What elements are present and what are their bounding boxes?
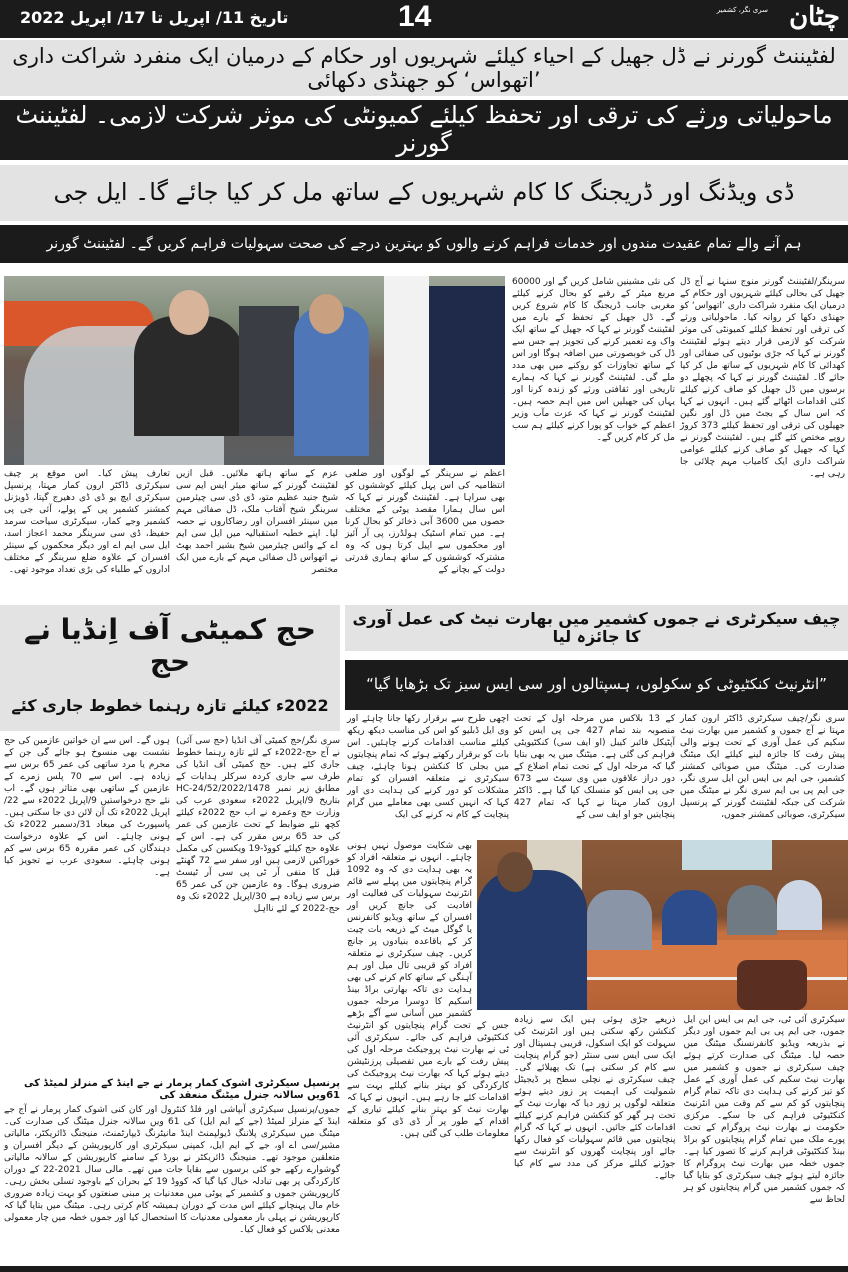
bharatnet-column-6: سیکرٹری آئی ٹی، جی ایم بی ایس این ایل جموں، جی ایم پی بی ایم جموں اور دیگر نے بذریعہ ویڈیو کانفرنسنگ میٹنگ میں حصہ لیا۔ میٹنگ کی صدارت کرتے ہوئے چیف سیکرٹری نے جموں و کشمیر میں بھارت نیٹ سکیم کی عمل آوری کے عمل کو تیز کرنے کی ہدایت دی تاکہ تمام گرام پنچایتوں کو کم سے کم وقت میں انٹرنیٹ کنکٹیوٹی فراہم کی جا سکے۔ مرکزی حکومت نے بھارت نیٹ پروگرام کے تحت پورے ملک میں تمام گرام پنچایتوں کو براڈ بینڈ کنکٹیوٹی فراہم کرنے کا تصور کیا ہے۔ جموں خطہ میں بھارت نیٹ پروگرام کا جائزہ لیتے ہوئے چیف سیکرٹری کو بتایا گیا کہ جموں کشمیر میں گرام پنچایتوں کو ہر لحاظ سے [683, 1015, 845, 1205]
photo-bharatnet-meeting [477, 840, 848, 1010]
newspaper-logo: چٹان [789, 2, 840, 32]
headline-3: ڈی ویڈنگ اور ڈریجنگ کا کام شہریوں کے ساتھ مل کر کیا جائے گا۔ ایل جی [0, 165, 848, 221]
top-story-column-1: سرینگر/لفٹیننٹ گورنر منوج سنہا نے آج ڈل جھیل کی بحالی کیلئے شہریوں اور حکام کے درمیان ایک منفرد شراکت داری ’اتھواس‘ کو جھنڈی دکھا کر روانہ کیا۔ ماحولیاتی ورثے کی ترقی اور تحفظ کیلئے کمیونٹی کی موثر شرکت کو لازمی قرار دیتے ہوئے لفٹیننٹ گورنر نے کہا کہ جڑی بوٹیوں کی صفائی اور کھدائی کا کام شہریوں کے ساتھ مل کر کیا جائے گا۔ لفٹیننٹ گورنر نے کہا کہ پچھلے دو برسوں میں ڈل جھیل کو صاف کرنے کیلئے کئی اقدامات اٹھائے گئے ہیں۔ انہوں نے کہا کہ اس سال کے بجٹ میں ڈل اور نگین جھیلوں کی ترقی اور تحفظ کیلئے 373 کروڑ روپے مختص کئے گئے ہیں۔ لفٹیننٹ گورنر نے کہا کہ جھیل کو صاف کرنے کیلئے عوامی شراکت داری ایک کامیاب مہم چلائی جا رہی ہے۔ [680, 277, 845, 479]
minerals-body: جموں/پرنسپل سیکرٹری آبپاشی اور فلڈ کنٹرول اور کان کنی اشوک کمار پرمار نے آج جے اینڈ کے منرلز لمیٹڈ (جے کے ایم ایل) کی 61 ویں سالانہ جنرل میٹنگ کی صدارت کی۔ میٹنگ میں سیکرٹری پلاننگ ڈیولپمنٹ اینڈ مانیٹرنگ ڈیپارٹمنٹ، منیجنگ ڈائریکٹر، مالیاتی مشیر/سی اے او، جے کے ایم ایل، کمپنی سیکرٹری اور کارپوریشن کے دیگر افسران و متعلقین موجود تھے۔ منیجنگ ڈائریکٹر نے بورڈ کے سامنے کارپوریشن کے سالانہ مالیاتی گوشوارے رکھے جو کئی برسوں سے بقایا جات میں تھے۔ مالی سال 2021-22 کے دوران کارکردگی پر بھی تبادلہ خیال کیا گیا کہ کووڈ 19 کے بحران کے باوجود تسلی بخش رہی۔ کارپوریشن جموں و کشمیر کے یوٹی میں معدنیات پر مبنی صنعتوں کو بہت زیادہ ضروری خام مال پہنچانے کیلئے اس مدت کے دوران ہمیشہ کام کرتی رہی۔ میٹنگ میں بتایا گیا کہ کارپوریشن نے پہلی بار معمولی معدنیات کا استحصال کیا اور جموں خطہ میں چار معمولی معدنی بلاکس کو فعال کیا۔ [4, 1105, 340, 1235]
bharatnet-headline: چیف سیکرٹری نے جموں کشمیر میں بھارت نیٹ کی عمل آوری کا جائزہ لیا [345, 605, 848, 651]
headline-2: ماحولیاتی ورثے کی ترقی اور تحفظ کیلئے کمیونٹی کی موثر شرکت لازمی۔ لفٹیننٹ گورنر [0, 100, 848, 160]
headline-1: لفٹیننٹ گورنر نے ڈل جھیل کے احیاء کیلئے شہریوں اور حکام کے درمیان ایک منفرد شراکت داری ’اتھواس‘ کو جھنڈی دکھائی [0, 40, 848, 96]
masthead [0, 0, 848, 38]
bharatnet-column-5: ذریعے جڑی ہوئی ہیں ایک سے زیادہ کنکشن رکھ سکتی ہیں اور انٹرنیٹ کی سہولت کو ایک اسکول، قریبی ہسپتال اور ایک سی ایس سی سنٹر (جو گرام پنچایت سے کام کر سکتی ہے) تک پھیلائے گی۔ چیف سیکرٹری نے نچلی سطح پر ڈیجیٹل شمولیت کی اہمیت پر زور دیتے ہوئے متعلقہ لوگوں پر زور دیا کہ بھارت نیٹ کے تحت ہر گھر کو کنکشن فراہم کرنے کیلئے اقدامات کئے جائیں۔ انہوں نے کہا کہ گرام پنچایتوں میں قائم سہولیات کو فعال رکھا جائے اور پنچایت گھروں کو انٹرنیٹ سے جوڑنے کیلئے مرکز کی مدد سے کام کیا جائے۔ [514, 1015, 676, 1181]
top-story-column-4: عزم کے ساتھ ہاتھ ملائیں۔ قبل ازیں لفٹیننٹ گورنر کے ساتھ میئر ایس ایم سی شیخ جنید عظیم متو، ڈی ڈی سی چیئرمین سرینگر شیخ آفتاب ملک، ڈل صفائی مہم میں سینئر افسران اور رضاکاروں نے حصہ لیا۔ اپنے خطبہ استقبالیہ میں ایل سی ایم اے کے وائس چیئرمین شیخ بشیر احمد بھٹ نے اتھواس ڈل صفائی مہم کے بارے میں ایک مختصر [176, 469, 338, 575]
bharatnet-column-3: اچھی طرح سے برقرار رکھا جانا چاہئے اور وی ایل ڈبلیو کو اس کی مناسب دیکھ ریکھ کیلئے مناسب اقدامات کرنے چاہئیں۔ اس بات کو برقرار رکھتے ہوئے کہ تمام پنچایتوں میں بجلی کا کنکشن ہونا چاہئے، چیف سیکرٹری نے متعلقہ افسران کو تمام مشکلات کو دور کرنے کی ہدایت دی اور کہا کہ انہیں کسی بھی معاملے میں گرام پنچایت کے کام نہ کرنے کی ایک [347, 714, 509, 820]
bharatnet-column-4: بھی شکایت موصول نہیں ہونی چاہئے۔ انہوں نے متعلقہ افراد کو یہ بھی ہدایت دی کہ وہ 1092 گرام پنچایتوں میں پہلے سے قائم انٹرنیٹ سہولیات کی فعالیت اور افادیت کی جانچ کریں اور افسران کے ساتھ ویڈیو کانفرنس یا گوگل میٹ کے ذریعہ بات چیت کر کے باقاعدہ بنیادوں پر جانچ کریں۔ چیف سیکرٹری نے متعلقہ افراد کو قریبی تال میل اور ہم آہنگی کے ساتھ کام کرنے کی بھی ہدایت دی تاکہ بھارتی براڈ بینڈ اسکیم کا دوسرا مرحلہ جموں کشمیر میں آسانی سے آگے بڑھے جس کے تحت گرام پنچایتوں کو انٹرنیٹ کنکٹیوٹی فراہم کی جائے۔ سیکرٹری آئی ٹی نے بھارت نیٹ پروجیکٹ مرحلہ اول کی پیش رفت کے بارے میں تفصیلی پرزنٹیشن دیتے ہوئے کہا کہ بھارت نیٹ پروجیکٹ کی کارکردگی کو بہتر بنانے کیلئے بہت سے اقدامات کئے جا رہے ہیں۔ انہوں نے کہا کہ بھارت نیٹ کو بہتر بنانے کیلئے تیاری کے اقدام کے طور پر آر ڈی ڈی کو متعلقہ معلومات طلب کی گئی ہیں۔ [347, 841, 509, 1139]
footer-bar [0, 1266, 848, 1272]
bharatnet-column-1: سری نگر/چیف سیکرٹری ڈاکٹر ارون کمار مہتا نے آج جموں و کشمیر میں بھارت نیٹ سکیم کی عمل آوری کے تحت ہونے والی پیش رفت کا جائزہ لینے کیلئے ایک میٹنگ صدارت کی۔ میٹنگ میں صوبائی کمشنر کشمیر، جی ایم بی ایس این ایل سری نگر، جی ایم پی بی ایم سری نگر نے میٹنگ میں شرکت کی جبکہ لفٹیننٹ گورنر کے پرنسپل سیکرٹری، صوبائی کمشنر جموں، [680, 714, 845, 820]
top-story-column-3: اعظم نے سرینگر کے لوگوں اور ضلعی انتظامیہ کی اس پہل کیلئے کوششوں کو بھی سراہا ہے۔ لفٹیننٹ گورنر نے کہا کہ اس سال ہمارا مقصد یوٹی کے مختلف حصوں میں 3600 آبی ذخائر کو بحال کرنا ہے۔ میں تمام اسٹیک ہولڈرز، پی آر آئیز اور محکموں سے اپیل کرتا ہوں کہ وہ مشترکہ کوششوں کے ساتھ ہماری قدرتی دولت کے بچانے کے [345, 469, 505, 575]
page-number: 14 [398, 0, 432, 33]
masthead-tagline: سری نگر، کشمیر [716, 6, 768, 14]
photo-wrap-spacer [472, 840, 509, 1012]
top-story-column-5: تعارف پیش کیا۔ اس موقع پر چیف سیکرٹری ڈاکٹر ارون کمار مہتا، پرنسپل سیکرٹری ایچ یو ڈی ڈی دھیرج گپتا، ڈویژنل کمشنر کشمیر پی کے پولے، آئی جی پی کشمیر وجے کمار، سیکرٹری سیاحت سرمد حفیظ، ڈی سی سرینگر محمد اعجاز اسد، ایل سی ایم اے اور دیگر محکموں کے سینئر افسران کے علاوہ ضلع سرینگر کے مختلف اداروں کے طلباء کی بڑی تعداد موجود تھی۔ [4, 469, 170, 575]
top-story-column-2: کی نئی مشینیں شامل کریں گے اور 60000 مربع میٹر کے رقبے کو بحال کرنے کیلئے مغربی جانب ڈریجنگ کا کام شروع کریں گے۔ ڈل جھیل کے تحفظ کے بارے میں لفٹیننٹ گورنر نے کہا کہ جھیل کے ساتھ ایک واک وے تعمیر کرنے کی تجویز ہے جس سے ڈل کی خوبصورتی میں اضافہ ہوگا اور اس کے ساتھ تجاوزات کو روکنے میں بھی مدد ملے گی۔ لفٹیننٹ گورنر نے کہا کہ ہمارے تاریخی اور ثقافتی ورثے کو زندہ کرنا اور یہاں کی جھیلیں اس میں اہم حصہ ہیں۔ لفٹیننٹ گورنر نے کہا کہ عزت مآب وزیر اعظم کے خواب کو پورا کرنے کیلئے ہم سب مل کر کام کریں گے۔ [512, 277, 675, 443]
bharatnet-subheadline: ”انٹرنیٹ کنکٹیوٹی کو سکولوں، ہسپتالوں اور سی ایس سیز تک بڑھایا گیا“ [345, 660, 848, 710]
issue-date: تاریخ 11/ اپریل تا 17/ اپریل 2022 [20, 8, 289, 27]
bharatnet-columns-5-6 [514, 1014, 845, 1206]
hajj-subheadline: 2022ء کیلئے تازہ رہنما خطوط جاری کئے [11, 695, 329, 715]
hajj-headline: حج کمیٹی آف اِنڈیا نے حج [24, 612, 316, 678]
minerals-headline: پرنسپل سیکرٹری اشوک کمار پرمار نے جے اینڈ کے منرلز لمیٹڈ کی 61ویں سالانہ جنرل میٹنگ منعقد کی [24, 1078, 340, 1101]
hajj-column-1: سری نگر/حج کمیٹی آف انڈیا (حج سی آئی) نے آج حج-2022ء کے لئے تازہ رہنما خطوط جاری کئے ہیں۔ حج کمیٹی آف انڈیا کی طرف سے جاری کردہ سرکلر ہدایات کے مطابق زیر نمبر HC-24/52/2022/1478 بتاریخ 9/اپریل 2022ء سعودی عرب کی وزارت حج وعمرہ نے اب حج 2022ء کیلئے کچھ نئے ضوابط کے تحت عازمین کی عمر کی حد 65 برس مقرر کی ہے۔ اس کے علاوہ حج کیلئے کووڈ-19 ویکسین کی مکمل خوراکیں لازمی ہیں اور سفر سے 72 گھنٹے قبل کا منفی آر ٹی پی سی آر ٹیسٹ ضروری ہوگا۔ وہ عازمین جن کی عمر 65 برس سے زیادہ ہے 30/اپریل 2022ء تک وہ حج-2022 کے لئے نااہل [176, 736, 341, 914]
photo-lg-dal-lake-cleaning [4, 276, 505, 465]
headline-4: ہم آنے والے تمام عقیدت مندوں اور خدمات فراہم کرنے والوں کو بہترین درجے کی صحت سہولیات فراہم کریں گے۔ لفٹیننٹ گورنر [0, 225, 848, 263]
hajj-column-2: ہوں گے۔ اس سے ان خواتین عازمین کی حج نشست بھی منسوخ ہو جائے گی جن کے محرم یا مرد ساتھی کی عمر 65 برس سے زیادہ ہے۔ اس سے 70 پلس زمرے کے عازمین کے ساتھی بھی متاثر ہوں گے۔ اب نئے حج درخواستیں 9/اپریل 2022ء سے 22/اپریل 2022ء تک آن لائن دی جا سکتی ہیں۔ پاسپورٹ کی میعاد 31/دسمبر 2022ء تک ہونی چاہئے۔ اس کے علاوہ درخواست دہندگان کی عمر مقررہ 65 برس سے کم ہونی چاہئے۔ سعودی عرب نے تجویز کیا ہے۔ [4, 736, 171, 878]
bharatnet-column-2: کے 13 بلاکس میں مرحلہ اول کے تحت منصوبہ بند تمام 427 جی پی ایس کو آپٹیکل فائبر کیبل (او ایف سی) کنکٹیویٹی فراہم کی گئی ہے۔ میٹنگ میں یہ بھی بتایا گیا کہ مرحلہ اول کے تحت تمام اضلاع کے دور دراز علاقوں میں وی سیٹ سے 673 جی پی ایس کو منسلک کیا گیا ہے۔ ڈاکٹر ارون کمار مہتا نے کہا کہ تمام 427 پنچایتیں جو او ایف سی کے [514, 714, 675, 820]
hajj-headline-panel [0, 605, 340, 731]
